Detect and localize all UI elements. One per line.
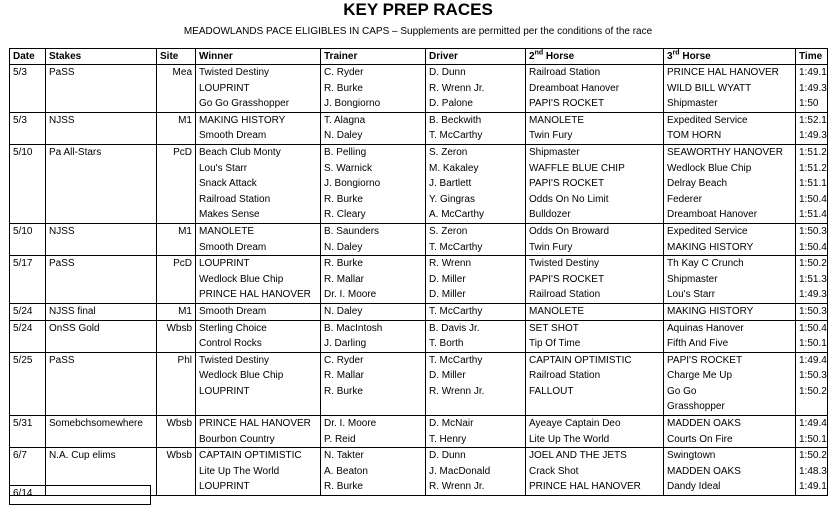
driver-cell: D. Miller <box>426 368 526 384</box>
last-date-row <box>10 486 151 505</box>
driver-cell: T. McCarthy <box>426 303 526 320</box>
header-site: Site <box>157 49 196 65</box>
page-subtitle: MEADOWLANDS PACE ELIGIBLES IN CAPS – Supplements are permitted per the conditions of the race <box>183 26 653 37</box>
table-row <box>10 128 828 144</box>
second-cell: SET SHOT <box>526 320 664 336</box>
stakes-cell <box>46 176 157 192</box>
trainer-cell: J. Bongiorno <box>321 96 426 112</box>
second-cell: Railroad Station <box>526 368 664 384</box>
table-row <box>10 256 828 272</box>
driver-cell: D. McNair <box>426 416 526 432</box>
second-cell: Odds On No Limit <box>526 192 664 208</box>
time-cell: 1:49.1 <box>796 65 828 81</box>
header-second-sup: nd <box>534 49 544 57</box>
trainer-cell: N. Takter <box>321 448 426 464</box>
time-cell: 1:50.3 <box>796 368 828 384</box>
header-time: Time <box>796 49 828 65</box>
second-cell: CAPTAIN OPTIMISTIC <box>526 352 664 368</box>
date-cell: 5/3 <box>10 112 46 128</box>
third-cell: Courts On Fire <box>664 432 796 448</box>
table-row <box>10 81 828 97</box>
time-cell: 1:49.3 <box>796 81 828 97</box>
winner-cell: Control Rocks <box>196 336 321 352</box>
winner-cell: Sterling Choice <box>196 320 321 336</box>
third-cell: Fifth And Five <box>664 336 796 352</box>
stakes-cell: PaSS <box>46 352 157 368</box>
third-cell: Dandy Ideal <box>664 479 796 495</box>
time-cell: 1:49.4 <box>796 416 828 432</box>
stakes-cell <box>46 464 157 480</box>
site-cell <box>157 96 196 112</box>
driver-cell: R. Wrenn Jr. <box>426 81 526 97</box>
table-row <box>10 287 828 303</box>
time-cell: 1:51.2 <box>796 144 828 160</box>
stakes-cell: PaSS <box>46 256 157 272</box>
last-date-table <box>9 485 151 505</box>
site-cell: Mea <box>157 65 196 81</box>
third-cell: Swingtown <box>664 448 796 464</box>
site-cell <box>157 464 196 480</box>
driver-cell: D. Palone <box>426 96 526 112</box>
stakes-cell <box>46 96 157 112</box>
second-cell: Twin Fury <box>526 128 664 144</box>
driver-cell: T. McCarthy <box>426 352 526 368</box>
date-cell <box>10 272 46 288</box>
driver-cell: D. Dunn <box>426 65 526 81</box>
table-row <box>10 464 828 480</box>
trainer-cell: B. Saunders <box>321 223 426 239</box>
time-cell: 1:51.4 <box>796 207 828 223</box>
time-cell: 1:50.1 <box>796 336 828 352</box>
date-cell: 5/24 <box>10 303 46 320</box>
site-cell: Wbsb <box>157 320 196 336</box>
driver-cell: R. Wrenn Jr. <box>426 384 526 400</box>
second-cell: PAPI'S ROCKET <box>526 176 664 192</box>
date-cell <box>10 81 46 97</box>
third-cell: Go Go <box>664 384 796 400</box>
table-row <box>10 176 828 192</box>
date-cell <box>10 192 46 208</box>
driver-cell: D. Miller <box>426 287 526 303</box>
third-cell: WILD BILL WYATT <box>664 81 796 97</box>
trainer-cell: R. Cleary <box>321 207 426 223</box>
time-cell: 1:50.2 <box>796 256 828 272</box>
stakes-cell: Somebchsomewhere <box>46 416 157 432</box>
driver-cell: D. Dunn <box>426 448 526 464</box>
driver-cell: T. Borth <box>426 336 526 352</box>
table-row <box>10 272 828 288</box>
header-third-num: 3 <box>667 50 673 62</box>
date-cell: 5/25 <box>10 352 46 368</box>
driver-cell: A. McCarthy <box>426 207 526 223</box>
second-cell: Dreamboat Hanover <box>526 81 664 97</box>
trainer-cell: A. Beaton <box>321 464 426 480</box>
table-row <box>10 303 828 320</box>
trainer-cell: Dr. I. Moore <box>321 416 426 432</box>
driver-cell: S. Zeron <box>426 223 526 239</box>
table-row <box>10 161 828 177</box>
time-cell: 1:51.1 <box>796 176 828 192</box>
date-cell: 5/10 <box>10 144 46 160</box>
trainer-cell: C. Ryder <box>321 352 426 368</box>
second-cell: Ayeaye Captain Deo <box>526 416 664 432</box>
second-cell: Twin Fury <box>526 240 664 256</box>
stakes-cell <box>46 399 157 415</box>
winner-cell: Twisted Destiny <box>196 65 321 81</box>
time-cell: 1:48.3 <box>796 464 828 480</box>
stakes-cell <box>46 336 157 352</box>
winner-cell: MANOLETE <box>196 223 321 239</box>
driver-cell: Y. Gingras <box>426 192 526 208</box>
second-cell: Tip Of Time <box>526 336 664 352</box>
site-cell <box>157 399 196 415</box>
site-cell <box>157 368 196 384</box>
third-cell: Federer <box>664 192 796 208</box>
time-cell: 1:51.3 <box>796 272 828 288</box>
winner-cell: LOUPRINT <box>196 384 321 400</box>
trainer-cell: R. Mallar <box>321 368 426 384</box>
stakes-cell: N.A. Cup elims <box>46 448 157 464</box>
site-cell: Phl <box>157 352 196 368</box>
second-cell: Railroad Station <box>526 287 664 303</box>
third-cell: Th Kay C Crunch <box>664 256 796 272</box>
stakes-cell <box>46 384 157 400</box>
table-row <box>10 416 828 432</box>
winner-cell: Lou's Starr <box>196 161 321 177</box>
date-cell <box>10 384 46 400</box>
site-cell: PcD <box>157 144 196 160</box>
second-cell: PAPI'S ROCKET <box>526 96 664 112</box>
table-row <box>10 96 828 112</box>
driver-cell: T. McCarthy <box>426 128 526 144</box>
trainer-cell: N. Daley <box>321 303 426 320</box>
winner-cell: LOUPRINT <box>196 81 321 97</box>
stakes-cell <box>46 81 157 97</box>
date-cell: 6/7 <box>10 448 46 464</box>
trainer-cell: R. Burke <box>321 384 426 400</box>
driver-cell: D. Miller <box>426 272 526 288</box>
second-cell: WAFFLE BLUE CHIP <box>526 161 664 177</box>
driver-cell <box>426 399 526 415</box>
time-cell: 1:49.3 <box>796 287 828 303</box>
table-row <box>10 399 828 415</box>
header-driver: Driver <box>426 49 526 65</box>
winner-cell: Smooth Dream <box>196 240 321 256</box>
winner-cell: Wedlock Blue Chip <box>196 368 321 384</box>
second-cell: PAPI'S ROCKET <box>526 272 664 288</box>
date-cell: 5/10 <box>10 223 46 239</box>
table-row <box>10 65 828 81</box>
date-cell <box>10 287 46 303</box>
site-cell: Wbsb <box>157 416 196 432</box>
trainer-cell: T. Alagna <box>321 112 426 128</box>
table-row <box>10 336 828 352</box>
table-row <box>10 352 828 368</box>
winner-cell: Smooth Dream <box>196 303 321 320</box>
time-cell: 1:50.4 <box>796 320 828 336</box>
winner-cell: Beach Club Monty <box>196 144 321 160</box>
stakes-cell <box>46 207 157 223</box>
time-cell: 1:50.2 <box>796 384 828 400</box>
stakes-cell: OnSS Gold <box>46 320 157 336</box>
third-cell: Grasshopper <box>664 399 796 415</box>
second-cell: Twisted Destiny <box>526 256 664 272</box>
date-cell <box>10 432 46 448</box>
time-cell: 1:51.2 <box>796 161 828 177</box>
site-cell: M1 <box>157 303 196 320</box>
date-cell <box>10 336 46 352</box>
site-cell: M1 <box>157 112 196 128</box>
header-date: Date <box>10 49 46 65</box>
date-cell <box>10 368 46 384</box>
driver-cell: M. Kakaley <box>426 161 526 177</box>
third-cell: PRINCE HAL HANOVER <box>664 65 796 81</box>
races-table <box>9 48 828 496</box>
header-stakes: Stakes <box>46 49 157 65</box>
date-cell: 5/3 <box>10 65 46 81</box>
site-cell <box>157 192 196 208</box>
site-cell: M1 <box>157 223 196 239</box>
last-date-cell: 6/14 <box>10 486 151 505</box>
driver-cell: J. MacDonald <box>426 464 526 480</box>
stakes-cell <box>46 287 157 303</box>
winner-cell: Snack Attack <box>196 176 321 192</box>
trainer-cell: R. Burke <box>321 256 426 272</box>
third-cell: Shipmaster <box>664 96 796 112</box>
trainer-cell: N. Daley <box>321 128 426 144</box>
trainer-cell: Dr. I. Moore <box>321 287 426 303</box>
second-cell: Lite Up The World <box>526 432 664 448</box>
table-row <box>10 144 828 160</box>
third-cell: MAKING HISTORY <box>664 240 796 256</box>
third-cell: Lou's Starr <box>664 287 796 303</box>
third-cell: TOM HORN <box>664 128 796 144</box>
driver-cell: J. Bartlett <box>426 176 526 192</box>
third-cell: SEAWORTHY HANOVER <box>664 144 796 160</box>
date-cell <box>10 176 46 192</box>
date-cell <box>10 96 46 112</box>
winner-cell: Wedlock Blue Chip <box>196 272 321 288</box>
date-cell <box>10 207 46 223</box>
third-cell: Expedited Service <box>664 223 796 239</box>
trainer-cell: R. Burke <box>321 192 426 208</box>
site-cell <box>157 479 196 495</box>
stakes-cell: NJSS <box>46 112 157 128</box>
stakes-cell <box>46 192 157 208</box>
third-cell: MADDEN OAKS <box>664 416 796 432</box>
site-cell <box>157 272 196 288</box>
winner-cell: Lite Up The World <box>196 464 321 480</box>
site-cell <box>157 128 196 144</box>
winner-cell: Twisted Destiny <box>196 352 321 368</box>
winner-cell: PRINCE HAL HANOVER <box>196 287 321 303</box>
time-cell: 1:50.4 <box>796 192 828 208</box>
stakes-cell: NJSS <box>46 223 157 239</box>
stakes-cell <box>46 128 157 144</box>
driver-cell: R. Wrenn <box>426 256 526 272</box>
trainer-cell: R. Burke <box>321 479 426 495</box>
winner-cell: MAKING HISTORY <box>196 112 321 128</box>
second-cell: JOEL AND THE JETS <box>526 448 664 464</box>
second-cell: MANOLETE <box>526 303 664 320</box>
site-cell <box>157 432 196 448</box>
stakes-cell <box>46 432 157 448</box>
site-cell <box>157 176 196 192</box>
header-second-horse <box>526 49 664 65</box>
site-cell: PcD <box>157 256 196 272</box>
second-cell: Crack Shot <box>526 464 664 480</box>
header-third-rest: Horse <box>679 50 711 62</box>
winner-cell <box>196 399 321 415</box>
date-cell <box>10 161 46 177</box>
driver-cell: B. Davis Jr. <box>426 320 526 336</box>
driver-cell: T. McCarthy <box>426 240 526 256</box>
trainer-cell: R. Mallar <box>321 272 426 288</box>
header-second-num: 2 <box>529 50 535 62</box>
header-third-sup: rd <box>672 49 680 57</box>
time-cell: 1:52.1 <box>796 112 828 128</box>
trainer-cell: B. Pelling <box>321 144 426 160</box>
trainer-cell: J. Darling <box>321 336 426 352</box>
site-cell <box>157 161 196 177</box>
third-cell: Delray Beach <box>664 176 796 192</box>
header-second-rest: Horse <box>543 50 575 62</box>
third-cell: Wedlock Blue Chip <box>664 161 796 177</box>
trainer-cell: R. Burke <box>321 81 426 97</box>
trainer-cell: P. Reid <box>321 432 426 448</box>
second-cell: FALLOUT <box>526 384 664 400</box>
second-cell: PRINCE HAL HANOVER <box>526 479 664 495</box>
driver-cell: B. Beckwith <box>426 112 526 128</box>
date-cell <box>10 240 46 256</box>
trainer-cell: J. Bongiorno <box>321 176 426 192</box>
time-cell: 1:50.4 <box>796 240 828 256</box>
races-body <box>10 65 828 496</box>
stakes-cell: Pa All-Stars <box>46 144 157 160</box>
third-cell: Aquinas Hanover <box>664 320 796 336</box>
stakes-cell <box>46 368 157 384</box>
page-title: KEY PREP RACES <box>343 0 493 19</box>
winner-cell: Makes Sense <box>196 207 321 223</box>
table-row <box>10 240 828 256</box>
winner-cell: Railroad Station <box>196 192 321 208</box>
time-cell: 1:49.4 <box>796 352 828 368</box>
stakes-cell: PaSS <box>46 65 157 81</box>
table-row <box>10 384 828 400</box>
trainer-cell <box>321 399 426 415</box>
header-winner: Winner <box>196 49 321 65</box>
stakes-cell <box>46 272 157 288</box>
third-cell: Shipmaster <box>664 272 796 288</box>
time-cell: 1:49.1 <box>796 479 828 495</box>
site-cell <box>157 287 196 303</box>
date-cell: 5/24 <box>10 320 46 336</box>
date-cell: 5/31 <box>10 416 46 432</box>
table-row <box>10 207 828 223</box>
trainer-cell: S. Warnick <box>321 161 426 177</box>
winner-cell: PRINCE HAL HANOVER <box>196 416 321 432</box>
second-cell: Odds On Broward <box>526 223 664 239</box>
second-cell: MANOLETE <box>526 112 664 128</box>
table-row <box>10 223 828 239</box>
winner-cell: Bourbon Country <box>196 432 321 448</box>
winner-cell: LOUPRINT <box>196 479 321 495</box>
header-row <box>10 49 828 65</box>
table-row <box>10 112 828 128</box>
date-cell: 5/17 <box>10 256 46 272</box>
second-cell: Railroad Station <box>526 65 664 81</box>
time-cell: 1:50.2 <box>796 448 828 464</box>
header-third-horse <box>664 49 796 65</box>
date-cell <box>10 464 46 480</box>
winner-cell: CAPTAIN OPTIMISTIC <box>196 448 321 464</box>
winner-cell: Go Go Grasshopper <box>196 96 321 112</box>
time-cell: 1:50.3 <box>796 223 828 239</box>
time-cell: 1:50.1 <box>796 432 828 448</box>
third-cell: MAKING HISTORY <box>664 303 796 320</box>
stakes-cell <box>46 161 157 177</box>
time-cell: 1:49.3 <box>796 128 828 144</box>
trainer-cell: N. Daley <box>321 240 426 256</box>
time-cell <box>796 399 828 415</box>
third-cell: Charge Me Up <box>664 368 796 384</box>
third-cell: Dreamboat Hanover <box>664 207 796 223</box>
table-row <box>10 448 828 464</box>
table-row <box>10 192 828 208</box>
winner-cell: LOUPRINT <box>196 256 321 272</box>
table-row <box>10 368 828 384</box>
time-cell: 1:50 <box>796 96 828 112</box>
stakes-cell <box>46 240 157 256</box>
site-cell <box>157 336 196 352</box>
second-cell <box>526 399 664 415</box>
third-cell: MADDEN OAKS <box>664 464 796 480</box>
driver-cell: R. Wrenn Jr. <box>426 479 526 495</box>
site-cell <box>157 207 196 223</box>
driver-cell: S. Zeron <box>426 144 526 160</box>
table-row <box>10 432 828 448</box>
second-cell: Bulldozer <box>526 207 664 223</box>
date-cell <box>10 399 46 415</box>
site-cell <box>157 384 196 400</box>
stakes-cell: NJSS final <box>46 303 157 320</box>
site-cell <box>157 240 196 256</box>
trainer-cell: B. MacIntosh <box>321 320 426 336</box>
trainer-cell: C. Ryder <box>321 65 426 81</box>
winner-cell: Smooth Dream <box>196 128 321 144</box>
driver-cell: T. Henry <box>426 432 526 448</box>
site-cell <box>157 81 196 97</box>
second-cell: Shipmaster <box>526 144 664 160</box>
third-cell: PAPI'S ROCKET <box>664 352 796 368</box>
date-cell <box>10 128 46 144</box>
table-row <box>10 320 828 336</box>
header-trainer: Trainer <box>321 49 426 65</box>
third-cell: Expedited Service <box>664 112 796 128</box>
site-cell: Wbsb <box>157 448 196 464</box>
time-cell: 1:50.3 <box>796 303 828 320</box>
